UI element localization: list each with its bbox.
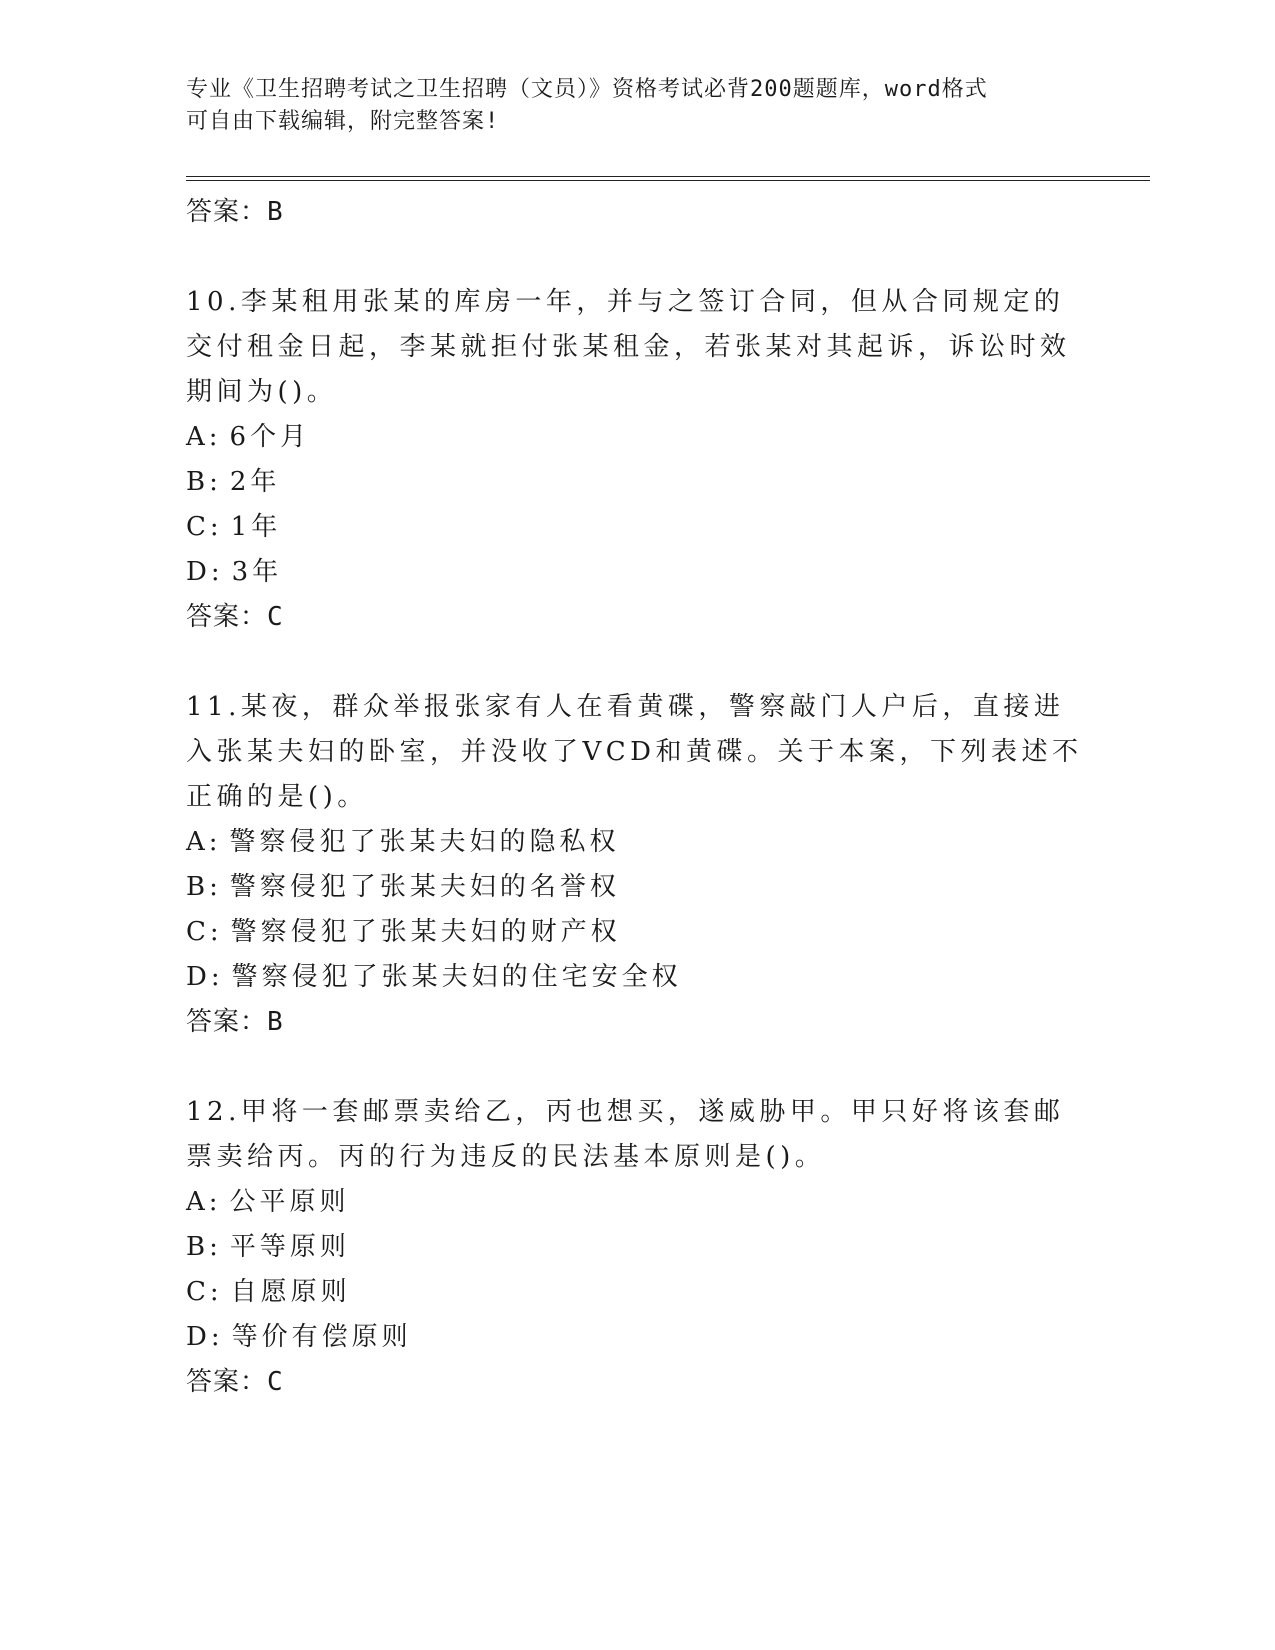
- option-key: C:: [186, 917, 223, 947]
- option-text: 警察侵犯了张某夫妇的隐私权: [229, 827, 620, 857]
- option-text: 2年: [229, 467, 281, 497]
- option-key: C:: [186, 512, 223, 542]
- option-key: B:: [186, 872, 222, 902]
- option-a: [186, 1180, 1086, 1225]
- option-text: 警察侵犯了张某夫妇的名誉权: [229, 872, 620, 902]
- answer-line: 答案：B: [186, 1007, 284, 1037]
- question-stem: 11.某夜，群众举报张家有人在看黄碟，警察敲门人户后，直接进入张某夫妇的卧室，并没收了VCD和黄碟。关于本案，下列表述不正确的是()。: [186, 692, 1083, 812]
- header-line-2: 可自由下载编辑，附完整答案!: [186, 109, 500, 134]
- option-c: [186, 505, 1086, 550]
- option-key: A:: [186, 1187, 222, 1217]
- option-text: 1年: [230, 512, 282, 542]
- option-key: B:: [186, 467, 222, 497]
- document-header: [186, 74, 1066, 138]
- previous-answer: 答案：B: [186, 197, 284, 227]
- answer-line: 答案：C: [186, 1367, 284, 1397]
- option-key: A:: [186, 827, 222, 857]
- header-divider-top: [186, 176, 1150, 177]
- option-text: 公平原则: [229, 1187, 350, 1217]
- option-a: [186, 820, 1086, 865]
- option-text: 等价有偿原则: [231, 1322, 412, 1352]
- option-text: 警察侵犯了张某夫妇的住宅安全权: [231, 962, 682, 992]
- option-text: 6个月: [229, 422, 311, 452]
- option-key: C:: [186, 1277, 223, 1307]
- question-list: [186, 190, 1086, 1404]
- option-c: [186, 1270, 1086, 1315]
- question-stem: 10.李某租用张某的库房一年，并与之签订合同，但从合同规定的交付租金日起，李某就拒付张某租金，若张某对其起诉，诉讼时效期间为()。: [186, 287, 1071, 407]
- option-text: 3年: [231, 557, 283, 587]
- answer-line: 答案：C: [186, 602, 284, 632]
- option-key: D:: [186, 1322, 224, 1352]
- option-key: D:: [186, 557, 224, 587]
- option-b: [186, 1225, 1086, 1270]
- question-11: [186, 685, 1086, 1044]
- question-12: [186, 1090, 1086, 1404]
- question-10: [186, 280, 1086, 639]
- header-line-1: 专业《卫生招聘考试之卫生招聘（文员）》资格考试必背200题题库，word格式: [186, 77, 988, 102]
- header-divider-bottom: [186, 180, 1150, 181]
- option-d: [186, 1315, 1086, 1360]
- option-text: 警察侵犯了张某夫妇的财产权: [230, 917, 621, 947]
- option-text: 自愿原则: [230, 1277, 351, 1307]
- option-key: D:: [186, 962, 224, 992]
- option-a: [186, 415, 1086, 460]
- question-stem: 12.甲将一套邮票卖给乙，丙也想买，遂威胁甲。甲只好将该套邮票卖给丙。丙的行为违反的民法基本原则是()。: [186, 1097, 1065, 1172]
- option-d: [186, 550, 1086, 595]
- option-d: [186, 955, 1086, 1000]
- option-b: [186, 865, 1086, 910]
- option-text: 平等原则: [229, 1232, 350, 1262]
- option-c: [186, 910, 1086, 955]
- option-key: A:: [186, 422, 222, 452]
- option-key: B:: [186, 1232, 222, 1262]
- option-b: [186, 460, 1086, 505]
